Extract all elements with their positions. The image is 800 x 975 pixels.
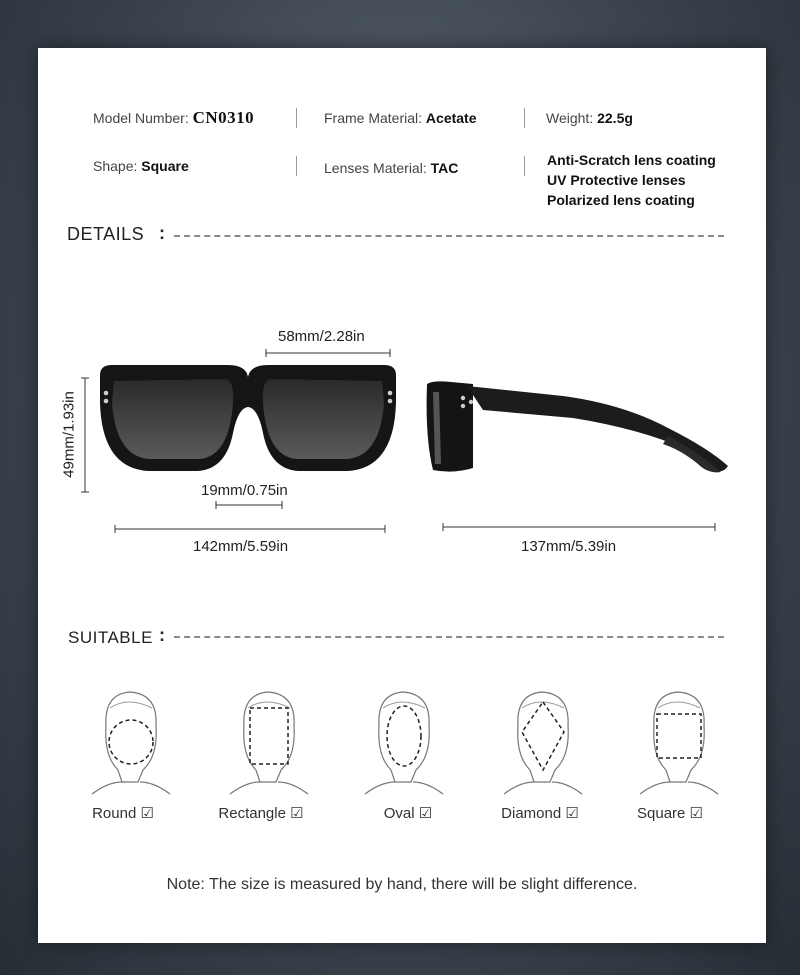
- temple-length-line: [443, 522, 718, 532]
- face-name: Round: [92, 805, 137, 822]
- face-label-square: [615, 804, 725, 822]
- lenses-material-spec: [324, 160, 458, 176]
- lens-width-label: 58mm/2.28in: [278, 328, 365, 345]
- measurement-note: Note: The size is measured by hand, there will be slight difference.: [166, 876, 638, 893]
- model-number-label: Model Number:: [93, 110, 189, 126]
- sunglasses-front-view: [98, 363, 398, 478]
- oval-face-icon: [361, 686, 446, 796]
- rectangle-face-icon: [226, 686, 311, 796]
- feature-item: Polarized lens coating: [547, 192, 695, 208]
- lens-features-list: [547, 150, 716, 210]
- face-label-diamond: [485, 804, 595, 822]
- feature-item: Anti-Scratch lens coating: [547, 152, 716, 168]
- temple-length-label: 137mm/5.39in: [521, 538, 617, 555]
- suitable-heading: SUITABLE: [68, 628, 153, 647]
- suitable-dashed-rule: [174, 636, 724, 638]
- face-label-rectangle: [206, 804, 316, 822]
- check-icon: ☑: [418, 805, 433, 822]
- frame-width-label: 142mm/5.59in: [193, 538, 289, 555]
- face-name: Rectangle: [218, 805, 286, 822]
- face-name: Square: [637, 805, 686, 822]
- diamond-face-icon: [500, 686, 585, 796]
- model-number-value: CN0310: [192, 108, 255, 127]
- sunglasses-side-view: [423, 378, 733, 478]
- details-dashed-rule: [174, 235, 724, 237]
- lenses-material-value: TAC: [430, 160, 459, 176]
- frame-material-value: Acetate: [425, 110, 477, 126]
- square-face-icon: [636, 686, 721, 796]
- weight-label: Weight:: [546, 110, 594, 126]
- check-icon: ☑: [140, 805, 154, 822]
- face-label-round: [68, 804, 178, 822]
- weight-spec: [546, 110, 633, 126]
- suitable-colon: :: [159, 625, 165, 645]
- face-name: Diamond: [501, 805, 562, 822]
- bridge-width-label: 19mm/0.75in: [201, 482, 288, 499]
- bridge-width-line: [216, 500, 284, 510]
- lens-height-line: [80, 378, 90, 493]
- lens-width-line: [266, 348, 391, 358]
- divider: [296, 108, 297, 128]
- face-name: Oval: [383, 805, 415, 822]
- lenses-material-label: Lenses Material:: [324, 160, 427, 176]
- details-heading: DETAILS: [67, 224, 145, 244]
- details-colon: :: [159, 223, 165, 243]
- model-number-spec: [93, 108, 254, 128]
- check-icon: ☑: [689, 805, 703, 822]
- divider: [524, 156, 525, 176]
- product-spec-card: [38, 48, 766, 943]
- divider: [296, 156, 297, 176]
- check-icon: ☑: [565, 805, 579, 822]
- shape-value: Square: [141, 158, 189, 174]
- check-icon: ☑: [290, 805, 304, 822]
- divider: [524, 108, 525, 128]
- feature-item: UV Protective lenses: [547, 172, 686, 188]
- shape-spec: [93, 158, 189, 174]
- frame-material-spec: [324, 110, 477, 126]
- lens-height-label: 49mm/1.93in: [60, 391, 78, 478]
- face-label-oval: [353, 804, 463, 822]
- shape-label: Shape:: [93, 158, 138, 174]
- weight-value: 22.5g: [597, 110, 633, 126]
- round-face-icon: [88, 686, 173, 796]
- frame-material-label: Frame Material:: [324, 110, 423, 126]
- frame-width-line: [115, 524, 387, 534]
